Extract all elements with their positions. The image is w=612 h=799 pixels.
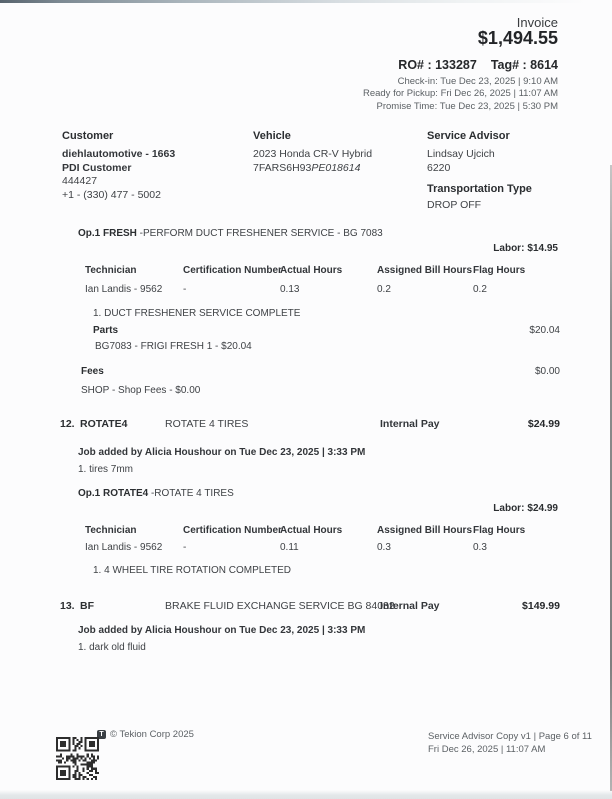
- invoice-total-amount: $1,494.55: [477, 28, 558, 48]
- flag-hours: 0.2: [473, 284, 487, 295]
- service-advisor-title: Service Advisor: [427, 130, 510, 142]
- labor-amount: $14.95: [527, 243, 558, 254]
- labor-total-line-rotate4: [0, 502, 612, 515]
- labor-total-line-fresh: [0, 242, 612, 255]
- actual-hours: 0.13: [280, 284, 300, 295]
- fees-item: SHOP - Shop Fees - $0.00: [81, 385, 201, 396]
- tag-number: Tag# : 8614: [490, 58, 558, 72]
- col-assigned-bill-hours: Assigned Bill Hours: [377, 265, 473, 276]
- customer-block: [62, 130, 175, 202]
- footer-right-block: [428, 731, 592, 756]
- labor-label: Labor:: [493, 243, 525, 254]
- col-assigned-bill-hours: Assigned Bill Hours: [377, 525, 473, 536]
- copy-info: Service Advisor Copy v1 | Page 6 of 11: [428, 731, 592, 742]
- ro-number: RO# : 133287: [398, 58, 477, 72]
- job-description: ROTATE 4 TIRES: [165, 418, 249, 430]
- col-flag-hours: Flag Hours: [473, 525, 526, 536]
- job-code: ROTATE4: [80, 418, 128, 430]
- op-description: -PERFORM DUCT FRESHENER SERVICE - BG 7083: [136, 228, 383, 239]
- service-advisor-number: 6220: [427, 161, 451, 174]
- customer-title: Customer: [62, 130, 114, 142]
- service-advisor-block: [427, 130, 532, 213]
- technician-name: Ian Landis - 9562: [85, 542, 163, 553]
- parts-amount: $20.04: [529, 325, 560, 336]
- ro-tag-line: [363, 59, 558, 72]
- transportation-type-title: Transportation Type: [427, 183, 532, 195]
- assigned-bill-hours: 0.3: [377, 542, 391, 553]
- actual-hours: 0.11: [280, 542, 299, 553]
- promise-time: Promise Time: Tue Dec 23, 2025 | 5:30 PM: [376, 100, 558, 112]
- customer-name: diehlautomotive - 1663: [62, 148, 176, 160]
- assigned-bill-hours: 0.2: [377, 284, 391, 295]
- customer-phone: +1 - (330) 477 - 5002: [62, 188, 161, 201]
- col-actual-hours: Actual Hours: [280, 265, 343, 276]
- job-number: 13.: [60, 600, 75, 612]
- certification-number: -: [183, 284, 187, 295]
- doc-type-label: Invoice: [516, 15, 558, 30]
- col-certification-number: Certification Number: [183, 525, 282, 536]
- customer-id: 444427: [62, 175, 98, 187]
- service-advisor-name: Lindsay Ujcich: [427, 148, 495, 160]
- labor-amount: $24.99: [527, 503, 558, 514]
- parts-item: BG7083 - FRIGI FRESH 1 - $20.04: [95, 341, 252, 352]
- op-code: Op.1 FRESH: [78, 228, 137, 239]
- job-number: 12.: [60, 418, 75, 430]
- col-technician: Technician: [85, 525, 137, 536]
- copyright-text: © Tekion Corp 2025: [110, 729, 194, 740]
- invoice-document-page: Invoice $1,494.55 RO# : 133287 Tag# : 8614 Check-in: Tue Dec 23, 2025 | 9:10 AM Ready for Pickup: Fri Dec 26, 2025 | 11:07 AM Promise Time: Tue Dec 23, 2025 | 5:30 PM Customer diehlautomotive - 1663 PDI Customer 444427 +1 - (330) 477 - 5002 Vehicle 2023 Honda CR-V Hybrid 7FARS6H93PE018614 Service Advisor Lindsay Ujcich 6220 Transportation Type DROP OFF Op.1 FRESH -PERFORM DUCT FRESHENER SERVICE - BG 7083 Labor: $14.95 Technician Certification Number Actual Hours Assigned Bill Hours Flag Hours Ian Landis - 9562 - 0.13 0.2 0.2 1. DUCT FRESHENER SERVICE COMPLETE Parts $20.04 BG7083 - FRIGI FRESH 1 - $20.04 Fees $0.00 SHOP - Shop Fees - $0.00 12. ROTATE4 ROTATE 4 TIRES Internal Pay $24.99 Job added by Alicia Houshour on Tue Dec 23, 2025 | 3:33 PM 1. tires 7mm Op.1 ROTATE4 -ROTATE 4 TIRES Labor: $24.99 Technician Certification Number Actual Hours Assigned Bill Hours Flag Hours Ian Landis - 9562 - 0.11 0.3 0.3 1. 4 WHEEL TIRE ROTATION COMPLETED 13. BF BRAKE FLUID EXCHANGE SERVICE BG 84032 Internal Pay $149.99 Job added by Alicia Houshour on Tue Dec 23, 2025 | 3:33 PM 1. dark old fluid T © Tekion Corp 2025 Service Advisor Copy v1 | Page 6 of 11 Fri Dec 26, 2025 | 11:07 AM: [0, 0, 612, 799]
- qr-code: [56, 737, 99, 780]
- print-timestamp: Fri Dec 26, 2025 | 11:07 AM: [428, 743, 546, 755]
- job-pay-type: Internal Pay: [380, 418, 440, 430]
- tekion-logo-icon: T: [97, 730, 106, 739]
- vehicle-model: 2023 Honda CR-V Hybrid: [253, 148, 373, 160]
- vehicle-vin: 7FARS6H93PE018614: [253, 161, 361, 174]
- transportation-type-value: DROP OFF: [427, 199, 482, 211]
- fees-amount: $0.00: [534, 366, 560, 377]
- col-technician: Technician: [85, 265, 137, 276]
- job-amount: $24.99: [527, 418, 560, 430]
- col-flag-hours: Flag Hours: [473, 265, 526, 276]
- invoice-header: [363, 16, 558, 113]
- job-amount: $149.99: [522, 600, 560, 612]
- technician-name: Ian Landis - 9562: [85, 284, 163, 295]
- certification-number: -: [183, 542, 187, 553]
- ready-for-pickup-time: Ready for Pickup: Fri Dec 26, 2025 | 11:07 AM: [362, 88, 558, 100]
- check-in-time: Check-in: Tue Dec 23, 2025 | 9:10 AM: [397, 76, 558, 87]
- flag-hours: 0.3: [473, 542, 487, 553]
- scan-edge-bottom: [0, 790, 612, 799]
- labor-label: Labor:: [493, 503, 525, 514]
- job-pay-type: Internal Pay: [380, 600, 440, 612]
- parts-label: Parts: [93, 325, 119, 336]
- job-description: BRAKE FLUID EXCHANGE SERVICE BG 84032: [165, 600, 395, 612]
- scan-edge-top: [0, 0, 612, 3]
- customer-type: PDI Customer: [62, 161, 132, 174]
- col-certification-number: Certification Number: [183, 265, 282, 276]
- job-code: BF: [80, 600, 94, 612]
- vehicle-title: Vehicle: [253, 130, 291, 142]
- col-actual-hours: Actual Hours: [280, 525, 343, 536]
- vehicle-block: [253, 130, 372, 175]
- op-description: -ROTATE 4 TIRES: [148, 488, 234, 499]
- fees-label: Fees: [81, 366, 104, 377]
- op-code: Op.1 ROTATE4: [78, 488, 149, 499]
